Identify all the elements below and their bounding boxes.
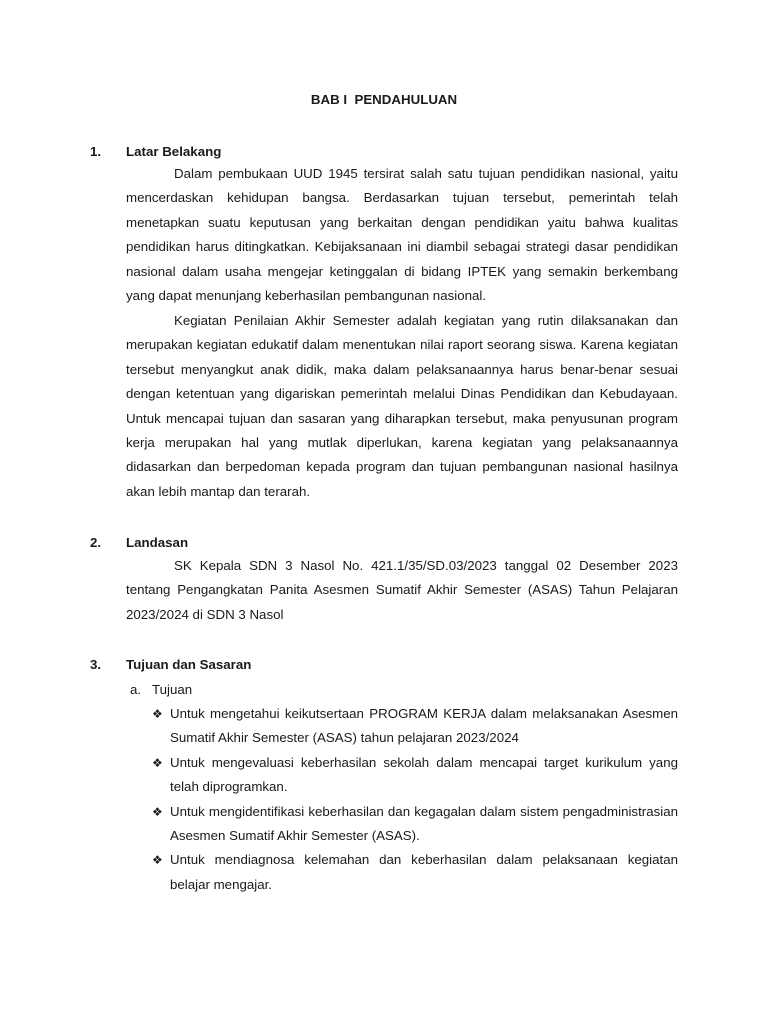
bullet-text: Untuk mengevaluasi keberhasilan sekolah dalam mencapai target kurikulum yang telah diprogramkan. — [170, 754, 678, 795]
subsection-letter: a. — [130, 682, 142, 697]
tujuan-bullet-list — [152, 702, 678, 897]
section-number: 3. — [90, 657, 102, 672]
subsection-tujuan — [130, 682, 192, 697]
subsection-label: Tujuan — [152, 682, 193, 697]
paragraph-latar-belakang-1: Dalam pembukaan UUD 1945 tersirat salah satu tujuan pendidikan nasional, yaitu mencerdaskan kehidupan bangsa. Berdasarkan tujuan tersebut, pemerintah telah menetapkan suatu keputusan yang berkaitan dengan pendidikan yaitu bahwa kualitas pendidikan harus ditingkatkan. Kebijaksanaan ini diambil sebagai strategi dasar pendidikan nasional dalam usaha mengejar ketinggalan di bidang IPTEK yang semakin berkembang yang dapat menunjang keberhasilan pembangunan nasional. — [126, 166, 678, 304]
list-item — [152, 848, 678, 897]
section-title: Latar Belakang — [126, 144, 222, 159]
section-heading-latar-belakang — [90, 144, 221, 159]
bullet-text: Untuk mengidentifikasi keberhasilan dan kegagalan dalam sistem pengadministrasian Asesmen Sumatif Akhir Semester (ASAS). — [170, 803, 678, 844]
list-item — [152, 702, 678, 751]
section-title: Tujuan dan Sasaran — [126, 657, 252, 672]
section-heading-tujuan-dan-sasaran — [90, 657, 251, 672]
list-item — [152, 751, 678, 800]
section-heading-landasan — [90, 535, 188, 550]
bullet-text: Untuk mengetahui keikutsertaan PROGRAM KERJA dalam melaksanakan Asesmen Sumatif Akhir Semester (ASAS) tahun pelajaran 2023/2024 — [170, 706, 678, 746]
paragraph-latar-belakang-2: Kegiatan Penilaian Akhir Semester adalah kegiatan yang rutin dilaksanakan dan merupakan kegiatan edukatif dalam menentukan nilai raport seorang siswa. Karena kegiatan tersebut menyangkut anak didik, maka dalam pelaksanaannya harus benar-benar sesuai dengan ketentuan yang digariskan pemerintah melalui Dinas Pendidikan dan Kebudayaan. Untuk mencapai tujuan dan sasaran yang diharapkan tersebut, maka penyusunan program kerja merupakan hal yang mutlak diperlukan, karena kegiatan yang pelaksanaannya didasarkan dan berpedoman kepada program dan tujuan pembangunan nasional hasilnya akan lebih mantap dan terarah. — [126, 313, 678, 499]
section-number: 2. — [90, 535, 102, 550]
diamond-bullet-icon: ❖ — [152, 707, 163, 721]
diamond-bullet-icon: ❖ — [152, 755, 163, 770]
diamond-bullet-icon: ❖ — [152, 804, 163, 819]
document-title: BAB I PENDAHULUAN — [310, 92, 458, 107]
section-number: 1. — [90, 144, 102, 159]
list-item — [152, 800, 678, 849]
section-title: Landasan — [126, 535, 189, 550]
diamond-bullet-icon: ❖ — [152, 853, 163, 868]
bullet-text: Untuk mendiagnosa kelemahan dan keberhasilan dalam pelaksanaan kegiatan belajar mengajar. — [170, 852, 678, 892]
paragraph-landasan: SK Kepala SDN 3 Nasol No. 421.1/35/SD.03/2023 tanggal 02 Desember 2023 tentang Pengangkatan Panita Asesmen Sumatif Akhir Semester (ASAS) Tahun Pelajaran 2023/2024 di SDN 3 Nasol — [126, 558, 678, 622]
